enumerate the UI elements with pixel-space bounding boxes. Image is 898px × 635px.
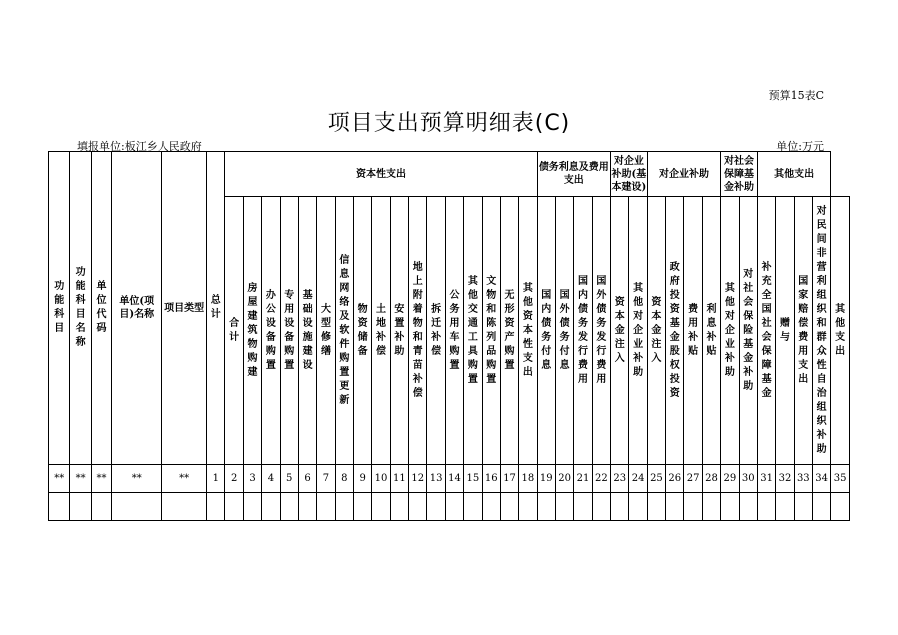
code-cell: 11: [390, 465, 408, 493]
group-other-expenditure: 其他支出: [757, 152, 830, 197]
code-cell: 13: [427, 465, 445, 493]
table-cell: [91, 493, 111, 521]
sub-header-col-23: 资本金注入: [611, 197, 629, 465]
sub-header-col-26: 政府投资基金股权投资: [666, 197, 684, 465]
code-cell: 29: [721, 465, 739, 493]
sub-header-col-8: 信息网络及软件购置更新: [335, 197, 353, 465]
table-cell: [49, 493, 70, 521]
table-cell: [831, 493, 850, 521]
code-cell: **: [70, 465, 91, 493]
table-cell: [555, 493, 573, 521]
sub-header-col-34: 对民间非营利组织和群众性自治组织补助: [812, 197, 830, 465]
group-social-security-fund: 对社会保障基金补助: [721, 152, 758, 197]
code-cell: 14: [445, 465, 463, 493]
table-cell: [70, 493, 91, 521]
code-cell: 7: [317, 465, 335, 493]
table-cell: [702, 493, 720, 521]
page-title: 项目支出预算明细表(C): [327, 111, 571, 136]
table-cell: [812, 493, 830, 521]
sub-header-col-31: 补充全国社会保障基金: [757, 197, 775, 465]
table-cell: [739, 493, 757, 521]
table-cell: [721, 493, 739, 521]
column-code-row: [49, 465, 850, 493]
code-cell: **: [91, 465, 111, 493]
table-cell: [372, 493, 390, 521]
table-cell: [666, 493, 684, 521]
table-cell: [464, 493, 482, 521]
sub-header-col-33: 国家赔偿费用支出: [794, 197, 812, 465]
table-cell: [794, 493, 812, 521]
table-cell: [445, 493, 463, 521]
sub-header-col-6: 基础设施建设: [298, 197, 316, 465]
table-cell: [647, 493, 665, 521]
sub-header-col-32: 赠与: [776, 197, 794, 465]
code-cell: 6: [298, 465, 316, 493]
table-cell: [427, 493, 445, 521]
code-cell: 15: [464, 465, 482, 493]
sub-header-col-30: 对社会保险基金补助: [739, 197, 757, 465]
sub-header-col-15: 其他交通工具购置: [464, 197, 482, 465]
code-cell: 8: [335, 465, 353, 493]
code-cell: 31: [757, 465, 775, 493]
code-cell: 33: [794, 465, 812, 493]
code-cell: 21: [574, 465, 592, 493]
code-cell: 16: [482, 465, 500, 493]
group-capital-expenditure: 资本性支出: [225, 152, 537, 197]
code-cell: 32: [776, 465, 794, 493]
code-cell: 3: [243, 465, 261, 493]
table-cell: [482, 493, 500, 521]
table-cell: [112, 493, 162, 521]
sub-header-col-21: 国内债务发行费用: [574, 197, 592, 465]
sub-header-col-5: 专用设备购置: [280, 197, 298, 465]
table-cell: [207, 493, 225, 521]
sub-header-col-13: 拆迁补偿: [427, 197, 445, 465]
sub-header-col-12: 地上附着物和青苗补偿: [409, 197, 427, 465]
table-cell: [500, 493, 518, 521]
header-function-code: 功能科目: [49, 152, 70, 465]
code-cell: 2: [225, 465, 243, 493]
sub-header-col-35: 其他支出: [831, 197, 850, 465]
header-project-type: 项目类型: [162, 152, 207, 465]
group-enterprise-subsidy: 对企业补助: [647, 152, 720, 197]
table-cell: [629, 493, 647, 521]
sub-header-col-11: 安置补助: [390, 197, 408, 465]
sub-header-col-19: 国内债务付息: [537, 197, 555, 465]
table-cell: [574, 493, 592, 521]
reporting-unit: 填报单位:板江乡人民政府: [77, 140, 202, 153]
code-cell: **: [49, 465, 70, 493]
table-cell: [537, 493, 555, 521]
code-cell: 30: [739, 465, 757, 493]
sub-header-col-4: 办公设备购置: [262, 197, 280, 465]
sub-header-col-17: 无形资产购置: [500, 197, 518, 465]
table-cell: [317, 493, 335, 521]
table-cell: [592, 493, 610, 521]
code-cell: 22: [592, 465, 610, 493]
sub-header-col-27: 费用补贴: [684, 197, 702, 465]
table-cell: [280, 493, 298, 521]
code-cell: 20: [555, 465, 573, 493]
sub-header-col-2: 合计: [225, 197, 243, 465]
code-cell: 24: [629, 465, 647, 493]
table-cell: [390, 493, 408, 521]
sub-header-col-20: 国外债务付息: [555, 197, 573, 465]
group-enterprise-subsidy-construction: 对企业补助(基本建设): [611, 152, 648, 197]
sub-header-col-10: 土地补偿: [372, 197, 390, 465]
code-cell: 17: [500, 465, 518, 493]
sub-header-col-7: 大型修缮: [317, 197, 335, 465]
table-cell: [354, 493, 372, 521]
code-cell: 1: [207, 465, 225, 493]
sub-header-col-22: 国外债务发行费用: [592, 197, 610, 465]
table-cell: [335, 493, 353, 521]
sub-header-col-18: 其他资本性支出: [519, 197, 537, 465]
table-row: [49, 493, 850, 521]
header-function-name: 功能科目名称: [70, 152, 91, 465]
sub-header-col-9: 物资储备: [354, 197, 372, 465]
table-cell: [225, 493, 243, 521]
sub-header-col-3: 房屋建筑物购建: [243, 197, 261, 465]
table-cell: [298, 493, 316, 521]
table-cell: [776, 493, 794, 521]
code-cell: 10: [372, 465, 390, 493]
code-cell: 34: [812, 465, 830, 493]
code-cell: 26: [666, 465, 684, 493]
unit-label: 单位:万元: [776, 140, 824, 153]
sub-header-col-28: 利息补贴: [702, 197, 720, 465]
code-cell: **: [162, 465, 207, 493]
table-cell: [409, 493, 427, 521]
sub-header-col-25: 资本金注入: [647, 197, 665, 465]
code-cell: 5: [280, 465, 298, 493]
table-cell: [519, 493, 537, 521]
code-cell: 28: [702, 465, 720, 493]
code-cell: 12: [409, 465, 427, 493]
sub-header-col-29: 其他对企业补助: [721, 197, 739, 465]
header-total: 总计: [207, 152, 225, 465]
group-header-row: [49, 152, 850, 197]
table-cell: [684, 493, 702, 521]
code-cell: 27: [684, 465, 702, 493]
table-id: 预算15表C: [768, 89, 824, 102]
sub-header-col-14: 公务用车购置: [445, 197, 463, 465]
header-unit-name: 单位(项目)名称: [112, 152, 162, 465]
code-cell: 9: [354, 465, 372, 493]
code-cell: 25: [647, 465, 665, 493]
code-cell: 18: [519, 465, 537, 493]
sub-header-col-16: 文物和陈列品购置: [482, 197, 500, 465]
header-unit-code: 单位代码: [91, 152, 111, 465]
code-cell: 19: [537, 465, 555, 493]
budget-table: [48, 151, 850, 521]
group-debt-interest: 债务利息及费用支出: [537, 152, 610, 197]
sub-header-col-24: 其他对企业补助: [629, 197, 647, 465]
code-cell: **: [112, 465, 162, 493]
code-cell: 35: [831, 465, 850, 493]
table-cell: [243, 493, 261, 521]
table-cell: [162, 493, 207, 521]
table-cell: [262, 493, 280, 521]
table-cell: [757, 493, 775, 521]
code-cell: 4: [262, 465, 280, 493]
table-cell: [611, 493, 629, 521]
code-cell: 23: [611, 465, 629, 493]
